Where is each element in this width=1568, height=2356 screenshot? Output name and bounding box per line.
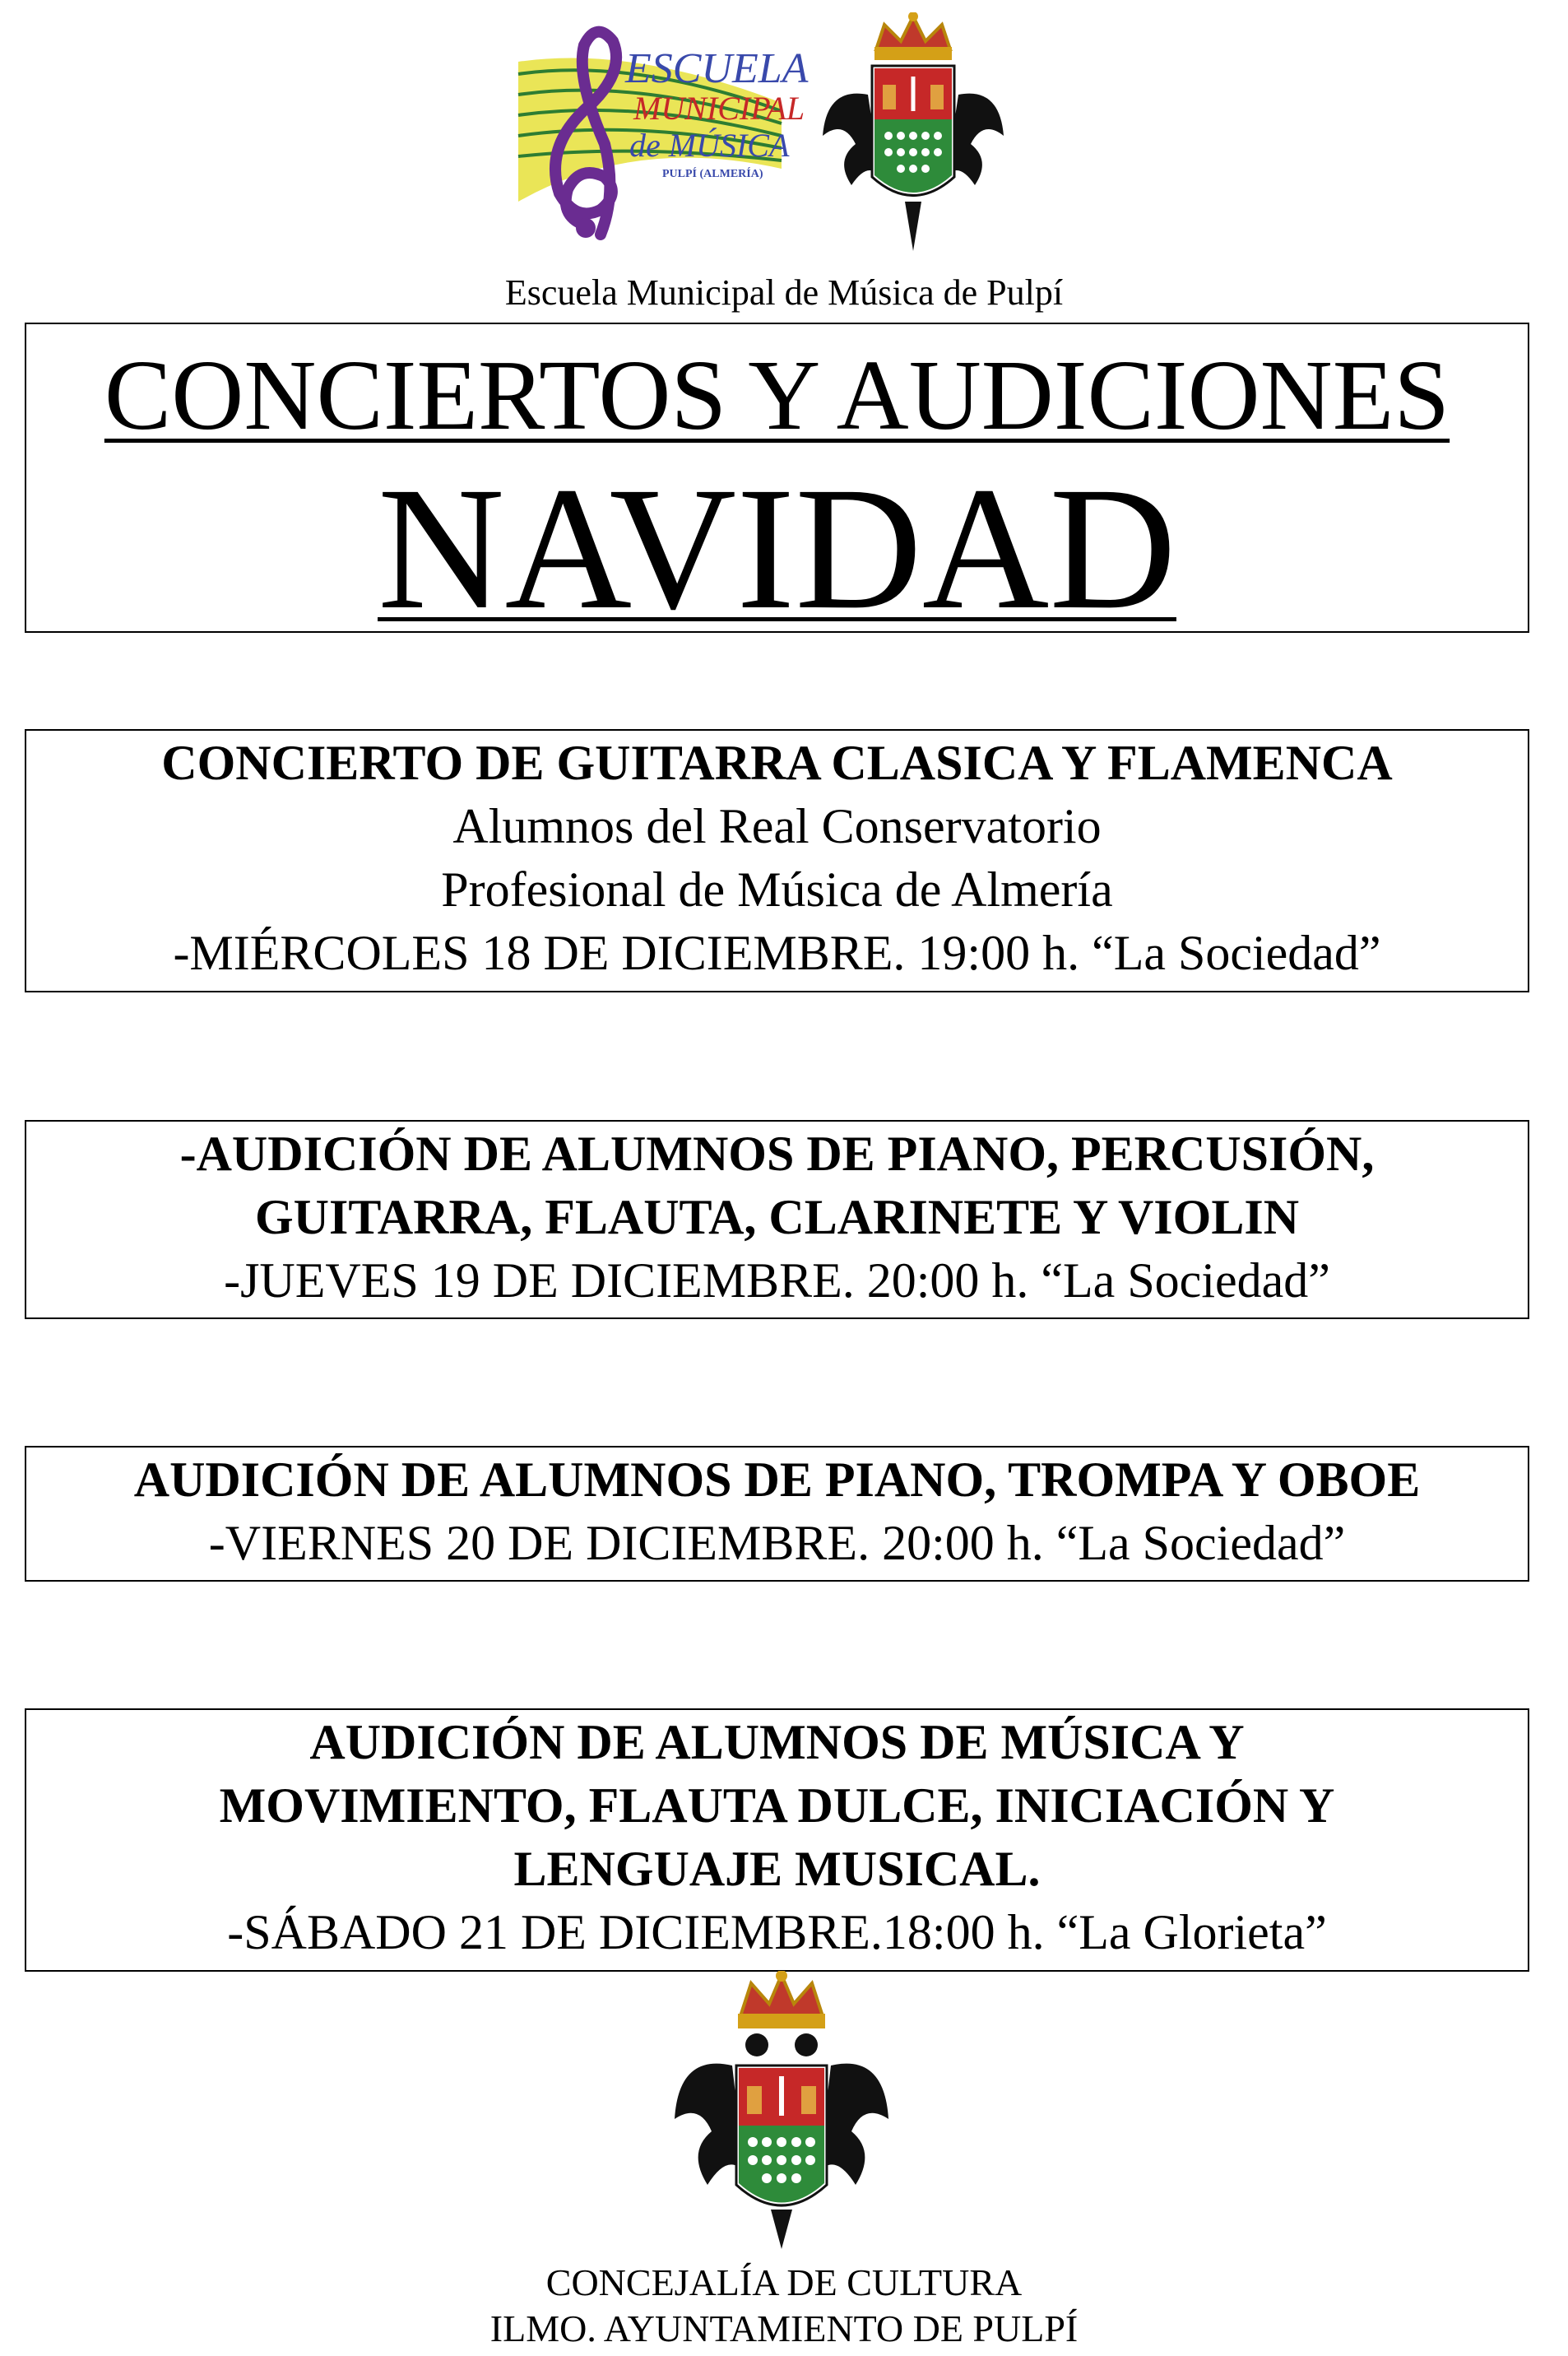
event-card-2 [25,1120,1529,1319]
footer-department: CONCEJALÍA DE CULTURA [545,2261,1023,2303]
svg-text:PULPÍ (ALMERÍA): PULPÍ (ALMERÍA) [662,168,763,180]
page-subtitle: NAVIDAD [378,451,1176,646]
event-title-line: -AUDICIÓN DE ALUMNOS DE PIANO, PERCUSIÓN, [179,1127,1375,1181]
school-name: Escuela Municipal de Música de Pulpí [504,272,1064,313]
coat-of-arms-icon [670,1971,893,2251]
event-title-line: CONCIERTO DE GUITARRA CLASICA Y FLAMENCA [161,736,1393,790]
svg-text:de MÚSICA: de MÚSICA [629,127,790,164]
event-card-1 [25,729,1529,992]
event-detail-line: Profesional de Música de Almería [441,862,1113,917]
event-card-3 [25,1446,1529,1582]
event-detail-line: Alumnos del Real Conservatorio [452,799,1102,853]
event-date-line: -VIERNES 20 DE DICIEMBRE. 20:00 h. “La Sociedad” [208,1516,1346,1570]
svg-text:ESCUELA: ESCUELA [625,45,809,92]
music-school-logo-icon [510,12,1004,251]
event-title-line: AUDICIÓN DE ALUMNOS DE PIANO, TROMPA Y OBOE [133,1452,1421,1507]
title-box [25,323,1529,646]
event-card-4 [25,1708,1529,1972]
page-title: CONCIERTOS Y AUDICIONES [104,340,1450,451]
town-crest [670,1971,893,2251]
event-date-line: -JUEVES 19 DE DICIEMBRE. 20:00 h. “La Sociedad” [224,1253,1330,1308]
school-logo [510,12,1004,251]
event-date-line: -MIÉRCOLES 18 DE DICIEMBRE. 19:00 h. “La Sociedad” [173,926,1381,980]
event-date-line: -SÁBADO 21 DE DICIEMBRE.18:00 h. “La Glorieta” [227,1905,1327,1959]
svg-text:MUNICIPAL: MUNICIPAL [633,90,805,127]
event-title-line: MOVIMIENTO, FLAUTA DULCE, INICIACIÓN Y [219,1778,1335,1833]
event-title-line: AUDICIÓN DE ALUMNOS DE MÚSICA Y [309,1715,1245,1769]
footer-town-hall: ILMO. AYUNTAMIENTO DE PULPÍ [489,2307,1079,2349]
event-title-line: LENGUAJE MUSICAL. [513,1842,1041,1896]
event-title-line: GUITARRA, FLAUTA, CLARINETE Y VIOLIN [254,1190,1300,1244]
